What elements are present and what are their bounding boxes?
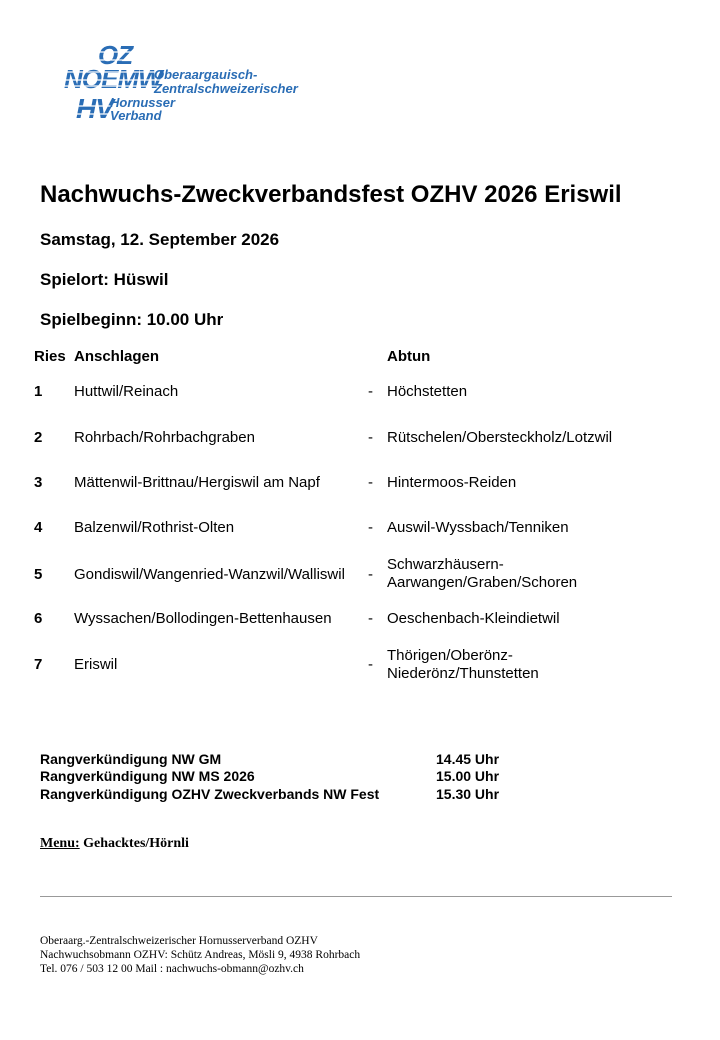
row-2-dash: - <box>368 429 373 446</box>
row-1-abtun: Höchstetten <box>387 383 468 400</box>
footer-divider <box>40 896 672 897</box>
ozhv-logo <box>50 30 330 130</box>
event-start: Spielbeginn: 10.00 Uhr <box>40 310 224 329</box>
row-7-anschlagen: Eriswil <box>74 656 118 673</box>
logo-text-line3: Hornusser <box>110 95 176 110</box>
row-6-dash: - <box>368 610 373 627</box>
logo-text-line2: Zentralschweizerischer <box>154 81 298 96</box>
row-7-ries: 7 <box>34 656 43 673</box>
row-3-abtun: Hintermoos-Reiden <box>387 474 517 491</box>
menu-label: Menu: <box>40 836 80 851</box>
row-5-abtun-line2: Aarwangen/Graben/Schoren <box>387 574 578 591</box>
row-4-anschlagen: Balzenwil/Rothrist-Olten <box>74 519 235 536</box>
header-anschlagen: Anschlagen <box>74 348 160 365</box>
row-5-anschlagen: Gondiswil/Wangenried-Wanzwil/Walliswil <box>74 566 345 583</box>
row-6-anschlagen: Wyssachen/Bollodingen-Bettenhausen <box>74 610 332 627</box>
rang-label-2: Rangverkündigung NW MS 2026 <box>40 768 255 784</box>
row-1-ries: 1 <box>34 383 43 400</box>
rang-label-1: Rangverkündigung NW GM <box>40 751 222 767</box>
row-3-anschlagen: Mättenwil-Brittnau/Hergiswil am Napf <box>74 474 320 491</box>
row-6-ries: 6 <box>34 610 43 627</box>
row-5-ries: 5 <box>34 566 43 583</box>
menu-line <box>40 836 189 852</box>
row-6-abtun: Oeschenbach-Kleindietwil <box>387 610 560 627</box>
row-2-abtun: Rütschelen/Obersteckholz/Lotzwil <box>387 429 613 446</box>
row-1-dash: - <box>368 383 373 400</box>
row-3-ries: 3 <box>34 474 43 491</box>
header-ries: Ries <box>34 348 66 365</box>
header-abtun: Abtun <box>387 348 431 365</box>
rang-label-3: Rangverkündigung OZHV Zweckverbands NW Fest <box>40 786 380 802</box>
event-location: Spielort: Hüswil <box>40 270 169 289</box>
rang-time-1: 14.45 Uhr <box>436 751 500 767</box>
logo-text-line1: Oberaargauisch- <box>154 67 258 82</box>
row-5-abtun-line1: Schwarzhäusern- <box>387 556 504 573</box>
row-3-dash: - <box>368 474 373 491</box>
row-1-anschlagen: Huttwil/Reinach <box>74 383 179 400</box>
row-2-anschlagen: Rohrbach/Rohrbachgraben <box>74 429 255 446</box>
row-7-abtun-line2: Niederönz/Thunstetten <box>387 665 539 682</box>
footer-line3: Tel. 076 / 503 12 00 Mail : nachwuchs-obmann@ozhv.ch <box>40 963 304 975</box>
row-5-dash: - <box>368 566 373 583</box>
page-title: Nachwuchs-Zweckverbandsfest OZHV 2026 Eriswil <box>40 181 622 208</box>
menu-value: Gehacktes/Hörnli <box>79 836 189 851</box>
row-7-abtun-line1: Thörigen/Oberönz- <box>387 647 513 664</box>
rang-time-3: 15.30 Uhr <box>436 786 500 802</box>
row-4-dash: - <box>368 519 373 536</box>
row-4-ries: 4 <box>34 519 43 536</box>
footer-line1: Oberaarg.-Zentralschweizerischer Hornusserverband OZHV <box>40 935 318 947</box>
row-2-ries: 2 <box>34 429 43 446</box>
svg-text:NOEMW: NOEMW <box>64 64 162 94</box>
row-4-abtun: Auswil-Wyssbach/Tenniken <box>387 519 569 536</box>
footer-line2: Nachwuchsobmann OZHV: Schütz Andreas, Mösli 9, 4938 Rohrbach <box>40 949 361 961</box>
svg-text:OZ: OZ <box>98 40 133 70</box>
svg-text:HV: HV <box>76 93 113 124</box>
rang-time-2: 15.00 Uhr <box>436 768 500 784</box>
logo-text-line4: Verband <box>110 108 162 123</box>
row-7-dash: - <box>368 656 373 673</box>
event-date: Samstag, 12. September 2026 <box>40 230 280 249</box>
